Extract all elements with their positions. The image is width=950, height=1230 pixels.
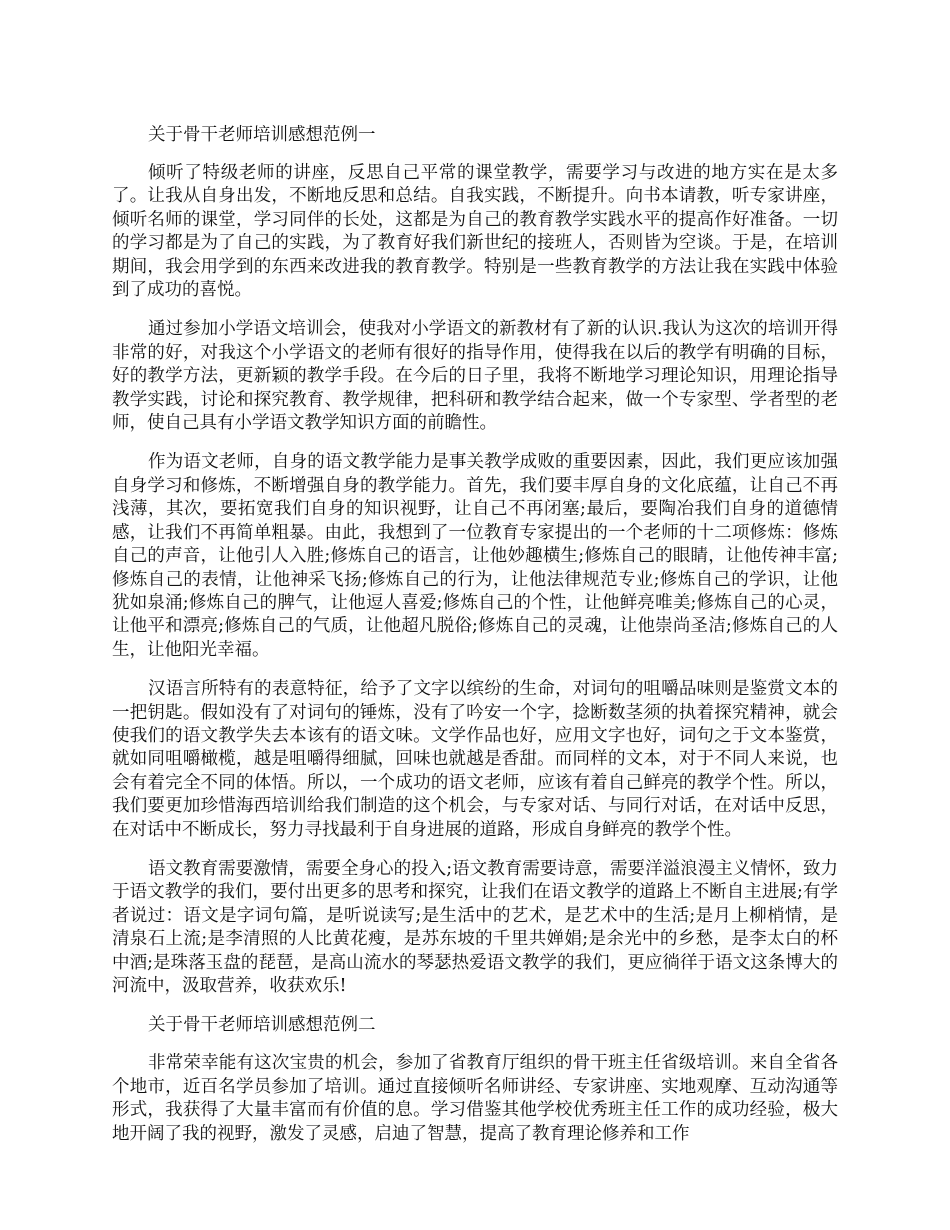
section-2-heading: 关于骨干老师培训感想范例二 <box>148 1015 376 1036</box>
section-1-paragraph-1: 倾听了特级老师的讲座，反思自己平常的课堂教学，需要学习与改进的地方实在是太多了。让我从自身出发，不断地反思和总结。自我实践，不断提升。向书本请教，听专家讲座，倾听名师的课堂，学习同伴的长处，这都是为自己的教育教学实践水平的提高作好准备。一切的学习都是为了自己的实践，为了教育好我们新世纪的接班人，否则皆为空谈。于是，在培训期间，我会用学到的东西来改进我的教育教学。特别是一些教育教学的方法让我在实践中体验到了成功的喜悦。 <box>112 163 838 301</box>
section-1-paragraph-4: 汉语言所特有的表意特征，给予了文字以缤纷的生命，对词句的咀嚼品味则是鉴赏文本的一把钥匙。假如没有了对词句的锤炼，没有了吟安一个字，捻断数茎须的执着探究精神，就会使我们的语文教学失去本该有的语文味。文学作品也好，应用文字也好，词句之于文本鉴赏，就如同咀嚼橄榄，越是咀嚼得细腻，回味也就越是香甜。而同样的文本，对于不同人来说，也会有着完全不同的体悟。所以，一个成功的语文老师，应该有着自己鲜亮的教学个性。所以，我们要更加珍惜海西培训给我们制造的这个机会，与专家对话、与同行对话，在对话中反思，在对话中不断成长，努力寻找最利于自身进展的道路，形成自身鲜亮的教学个性。 <box>112 679 838 840</box>
section-1-heading: 关于骨干老师培训感想范例一 <box>148 125 376 145</box>
section-1-paragraph-2: 通过参加小学语文培训会，使我对小学语文的新教材有了新的认识.我认为这次的培训开得非常的好，对我这个小学语文的老师有很好的指导作用，使得我在以后的教学有明确的目标，好的教学方法，更新颖的教学手段。在今后的日子里，我将不断地学习理论知识，用理论指导教学实践，讨论和探究教育、教学规律，把科研和教学结合起来，做一个专家型、学者型的老师，使自己具有小学语文教学知识方面的前瞻性。 <box>112 319 838 434</box>
document-page <box>112 124 838 1162</box>
section-1-paragraph-3: 作为语文老师，自身的语文教学能力是事关教学成败的重要因素，因此，我们更应该加强自身学习和修炼，不断增强自身的教学能力。首先，我们要丰厚自身的文化底蕴，让自己不再浅薄，其次，要拓宽我们自身的知识视野，让自己不再闭塞;最后，要陶冶我们自身的道德情感，让我们不再简单粗暴。由此，我想到了一位教育专家提出的一个老师的十二项修炼：修炼自己的声音，让他引人入胜;修炼自己的语言，让他妙趣横生;修炼自己的眼睛，让他传神丰富;修炼自己的表情，让他神采飞扬;修炼自己的行为，让他法律规范专业;修炼自己的学识，让他犹如泉涌;修炼自己的脾气，让他逗人喜爱;修炼自己的个性，让他鲜亮唯美;修炼自己的心灵，让他平和漂亮;修炼自己的气质，让他超凡脱俗;修炼自己的灵魂，让他崇尚圣洁;修炼自己的人生，让他阳光幸福。 <box>112 452 838 660</box>
section-2-paragraph-1: 非常荣幸能有这次宝贵的机会，参加了省教育厅组织的骨干班主任省级培训。来自全省各个地市，近百名学员参加了培训。通过直接倾听名师讲经、专家讲座、实地观摩、互动沟通等形式，我获得了大量丰富而有价值的息。学习借鉴其他学校优秀班主任工作的成功经验，极大地开阔了我的视野，激发了灵感，启迪了智慧，提高了教育理论修养和工作 <box>112 1053 838 1144</box>
section-1-paragraph-5: 语文教育需要激情，需要全身心的投入;语文教育需要诗意，需要洋溢浪漫主义情怀，致力于语文教学的我们，要付出更多的思考和探究，让我们在语文教学的道路上不断自主进展;有学者说过：语文是字词句篇，是听说读写;是生活中的艺术，是艺术中的生活;是月上柳梢情，是清泉石上流;是李清照的人比黄花瘦，是苏东坡的千里共婵娟;是余光中的乡愁，是李太白的杯中酒;是珠落玉盘的琵琶，是高山流水的琴瑟热爱语文教学的我们，更应徜徉于语文这条博大的河流中，汲取营养，收获欢乐! <box>112 858 838 996</box>
